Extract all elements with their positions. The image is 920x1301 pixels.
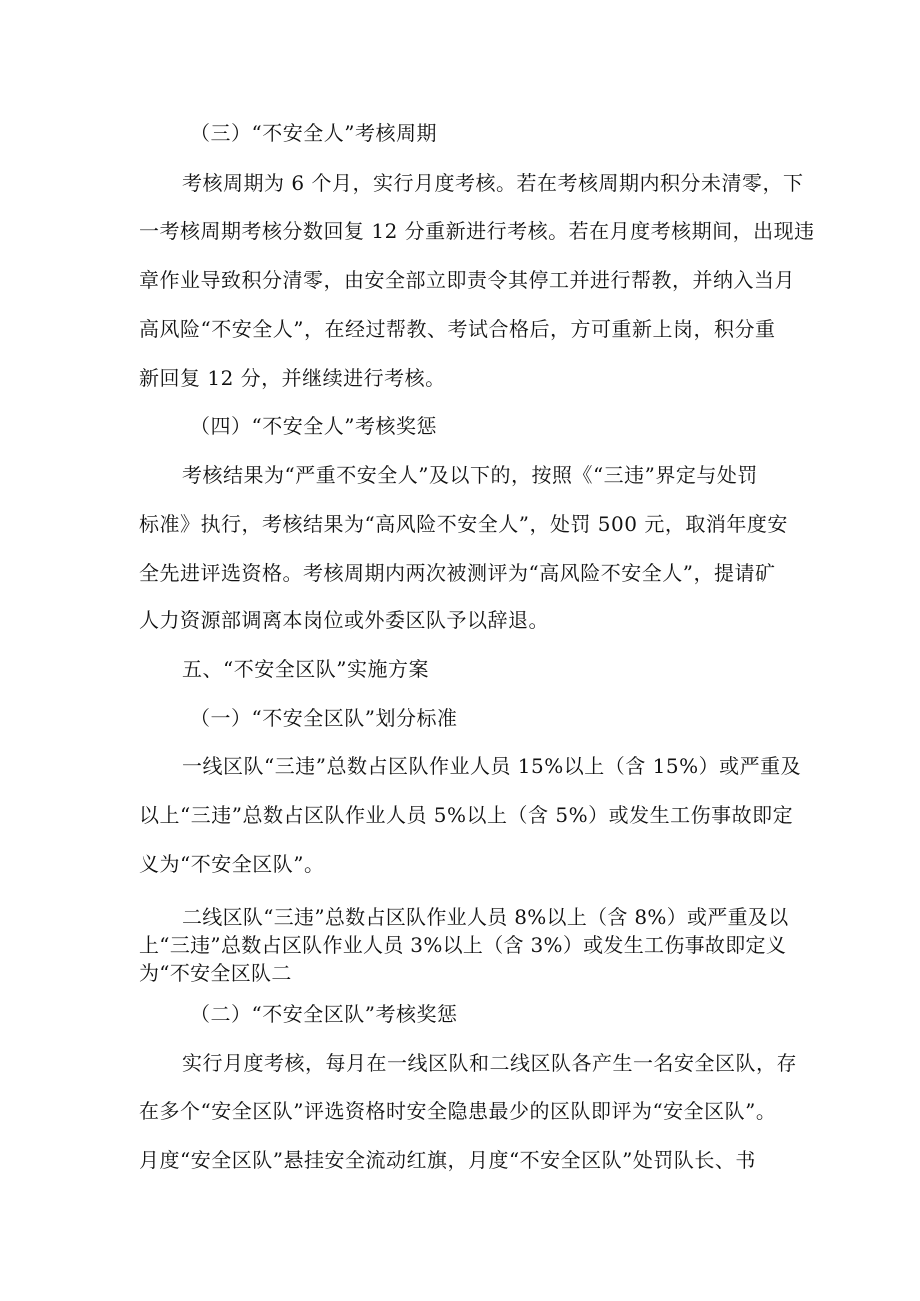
subheading-team-rewards-penalties: （二）“不安全区队”考核奖惩 — [190, 1002, 458, 1026]
paragraph-line: 新回复 12 分，并继续进行考核。 — [139, 366, 446, 390]
section-heading-unsafe-team: 五、“不安全区队”实施方案 — [182, 657, 429, 681]
paragraph-line: 上“三违”总数占区队作业人员 3%以上（含 3%）或发生工伤事故即定义 — [139, 933, 787, 957]
subheading-classification-standard: （一）“不安全区队”划分标准 — [190, 706, 458, 730]
subheading-rewards-penalties: （四）“不安全人”考核奖惩 — [190, 414, 437, 438]
paragraph-line: 月度“安全区队”悬挂安全流动红旗，月度“不安全区队”处罚队长、书 — [139, 1148, 756, 1172]
paragraph-line: 以上“三违”总数占区队作业人员 5%以上（含 5%）或发生工伤事故即定 — [139, 803, 794, 827]
paragraph-line: 为“不安全区队二 — [139, 961, 292, 985]
paragraph-line: 考核周期为 6 个月，实行月度考核。若在考核周期内积分未清零，下 — [182, 171, 804, 195]
paragraph-line: 章作业导致积分清零，由安全部立即责令其停工并进行帮教，并纳入当月 — [139, 268, 795, 292]
paragraph-line: 实行月度考核，每月在一线区队和二线区队各产生一名安全区队，存 — [182, 1051, 797, 1075]
paragraph-line: 高风险“不安全人”，在经过帮教、考试合格后，方可重新上岗，积分重 — [139, 317, 776, 341]
paragraph-line: 二线区队“三违”总数占区队作业人员 8%以上（含 8%）或严重及以 — [182, 905, 789, 929]
paragraph-line: 一考核周期考核分数回复 12 分重新进行考核。若在月度考核期间，出现违 — [139, 219, 815, 243]
paragraph-line: 在多个“安全区队”评选资格时安全隐患最少的区队即评为“安全区队”。 — [139, 1099, 777, 1123]
paragraph-line: 义为“不安全区队”。 — [139, 852, 325, 876]
paragraph-line: 标准》执行，考核结果为“高风险不安全人”，处罚 500 元，取消年度安 — [139, 512, 788, 536]
paragraph-line: 人力资源部调离本岗位或外委区队予以辞退。 — [139, 608, 549, 632]
subheading-assessment-cycle: （三）“不安全人”考核周期 — [190, 121, 437, 145]
paragraph-line: 全先进评选资格。考核周期内两次被测评为“高风险不安全人”，提请矿 — [139, 561, 776, 585]
paragraph-line: 一线区队“三违”总数占区队作业人员 15%以上（含 15%）或严重及 — [182, 754, 802, 778]
paragraph-line: 考核结果为“严重不安全人”及以下的，按照《“三违”界定与处罚 — [182, 463, 758, 487]
